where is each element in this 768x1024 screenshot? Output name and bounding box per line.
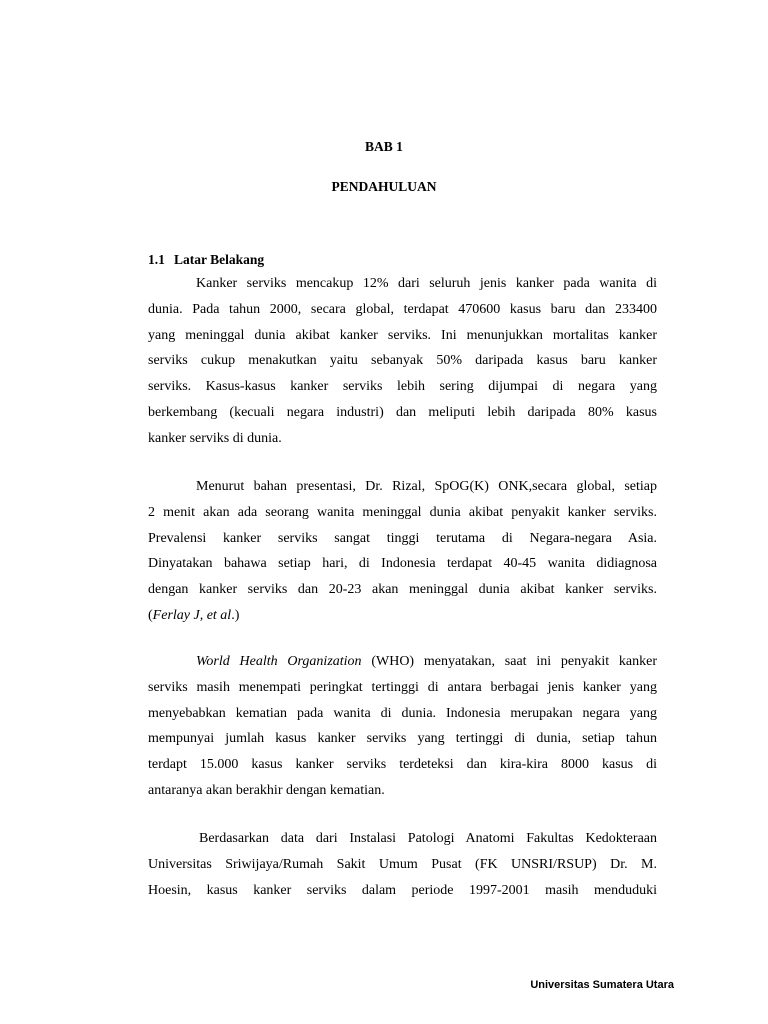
section-number: 1.1 (148, 252, 165, 267)
paragraph-line: serviks masih menempati peringkat tertinggi di antara berbagai jenis kanker yang (148, 679, 657, 695)
paragraph-line: serviks cukup menakutkan yaitu sebanyak 50% daripada kasus baru kanker (148, 353, 657, 369)
paragraph-line: World Health Organization (WHO) menyatakan, saat ini penyakit kanker (196, 654, 657, 669)
paragraph-line: Menurut bahan presentasi, Dr. Rizal, SpOG(K) ONK,secara global, setiap (196, 479, 657, 494)
paragraph-line: serviks. Kasus-kasus kanker serviks lebih sering dijumpai di negara yang (148, 379, 657, 395)
paragraph-line: 2 menit akan ada seorang wanita meninggal dunia akibat penyakit kanker serviks. (148, 504, 657, 520)
paragraph-line: berkembang (kecuali negara industri) dan meliputi lebih daripada 80% kasus (148, 404, 657, 420)
page-footer: Universitas Sumatera Utara (530, 979, 674, 991)
paragraph-line: Berdasarkan data dari Instalasi Patologi Anatomi Fakultas Kedokteraan (199, 831, 657, 846)
paragraph-line: Dinyatakan bahawa setiap hari, di Indonesia terdapat 40-45 wanita didiagnosa (148, 556, 657, 572)
paragraph-line: Hoesin, kasus kanker serviks dalam periode 1997-2001 masih menduduki (148, 882, 657, 898)
chapter-number: BAB 1 (365, 139, 403, 154)
paragraph-line: dengan kanker serviks dan 20-23 akan meninggal dunia akibat kanker serviks. (148, 582, 657, 598)
paragraph-1 (148, 271, 657, 452)
paragraph-line: Kanker serviks mencakup 12% dari seluruh jenis kanker pada wanita di (196, 276, 657, 291)
citation: (Ferlay J, et al.) (148, 607, 240, 623)
paragraph-3 (148, 649, 657, 804)
paragraph-line: kanker serviks di dunia. (148, 430, 282, 446)
paragraph-4 (148, 826, 657, 903)
chapter-title: PENDAHULUAN (331, 179, 437, 194)
paragraph-line: menyebabkan kematian pada wanita di dunia. Indonesia merupakan negara yang (148, 705, 657, 721)
paragraph-line: terdapt 15.000 kasus kanker serviks terdeteksi dan kira-kira 8000 kasus di (148, 757, 657, 773)
section-title: Latar Belakang (174, 252, 265, 267)
paragraph-2 (148, 474, 657, 629)
organization-name: World Health Organization (196, 654, 362, 669)
paragraph-line: Prevalensi kanker serviks sangat tinggi terutama di Negara-negara Asia. (148, 530, 657, 546)
paragraph-line: antaranya akan berakhir dengan kematian. (148, 782, 385, 798)
paragraph-line: dunia. Pada tahun 2000, secara global, terdapat 470600 kasus baru dan 233400 (148, 301, 657, 317)
section-heading (148, 252, 264, 268)
paragraph-line: Universitas Sriwijaya/Rumah Sakit Umum Pusat (FK UNSRI/RSUP) Dr. M. (148, 856, 657, 872)
paragraph-line: yang meninggal dunia akibat kanker serviks. Ini menunjukkan mortalitas kanker (148, 327, 657, 343)
paragraph-line: mempunyai jumlah kasus kanker serviks yang tertinggi di dunia, setiap tahun (148, 731, 657, 747)
